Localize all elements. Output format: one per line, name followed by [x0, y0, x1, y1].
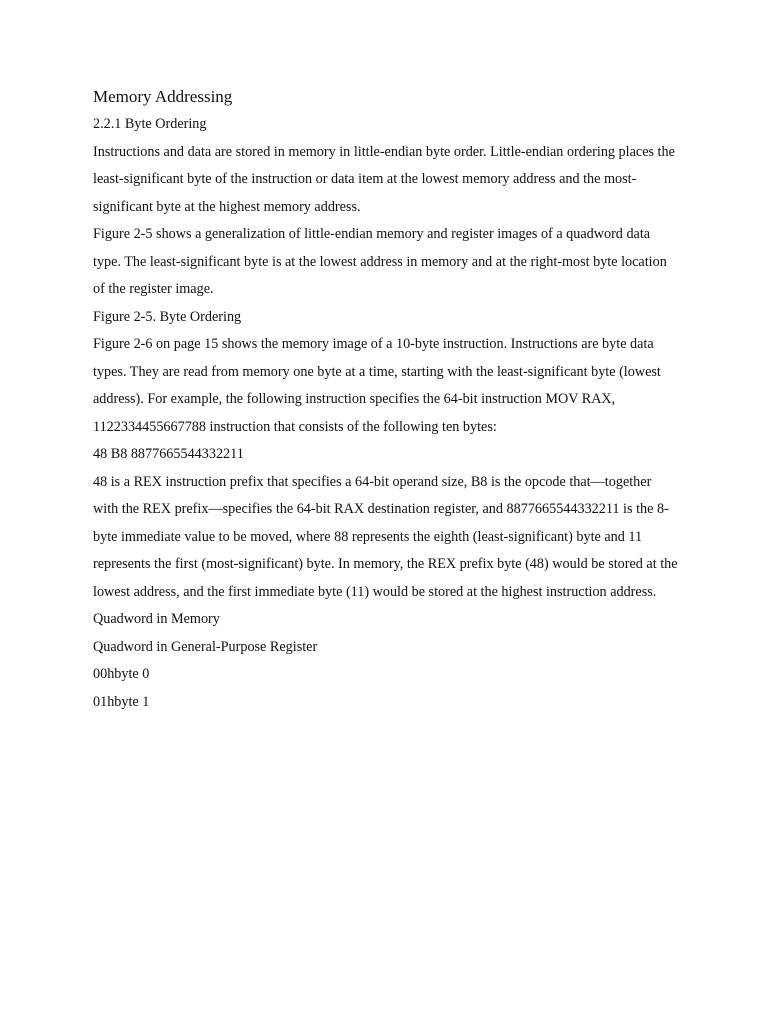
- section-heading: 2.2.1 Byte Ordering: [93, 116, 207, 132]
- body-paragraph: 48 is a REX instruction prefix that specifies a 64-bit operand size, B8 is the opcode that—together: [93, 473, 652, 490]
- body-paragraph: Instructions and data are stored in memory in little-endian byte order. Little-endian ordering places the: [93, 143, 675, 160]
- body-paragraph: of the register image.: [93, 281, 214, 297]
- page-title: Memory Addressing: [93, 87, 233, 106]
- body-paragraph: types. They are read from memory one byte at a time, starting with the least-significant byte (lowest: [93, 363, 661, 380]
- body-paragraph: significant byte at the highest memory address.: [93, 198, 361, 215]
- figure-label: 01hbyte 1: [93, 693, 150, 710]
- body-paragraph: byte immediate value to be moved, where 88 represents the eighth (least-significant) byte and 11: [93, 528, 643, 545]
- figure-label: 00hbyte 0: [93, 666, 150, 682]
- body-paragraph: 1122334455667788 instruction that consists of the following ten bytes:: [93, 418, 497, 435]
- body-paragraph: address). For example, the following instruction specifies the 64-bit instruction MOV RAX,: [93, 391, 616, 407]
- body-paragraph: Figure 2-5 shows a generalization of little-endian memory and register images of a quadword data: [93, 226, 651, 242]
- byte-sequence: 48 B8 8877665544332211: [93, 446, 244, 462]
- body-paragraph: with the REX prefix—specifies the 64-bit RAX destination register, and 8877665544332211 is the 8-: [93, 501, 669, 517]
- figure-label: Quadword in Memory: [93, 611, 220, 627]
- body-paragraph: least-significant byte of the instruction or data item at the lowest memory address and the most-: [93, 171, 637, 187]
- figure-label: Quadword in General-Purpose Register: [93, 638, 318, 655]
- body-paragraph: represents the first (most-significant) byte. In memory, the REX prefix byte (48) would be stored at the: [93, 556, 678, 572]
- body-paragraph: lowest address, and the first immediate byte (11) would be stored at the highest instruction address.: [93, 583, 657, 600]
- document-page: [93, 86, 683, 720]
- figure-caption: Figure 2-5. Byte Ordering: [93, 308, 242, 325]
- body-paragraph: Figure 2-6 on page 15 shows the memory image of a 10-byte instruction. Instructions are byte data: [93, 336, 654, 352]
- body-paragraph: type. The least-significant byte is at the lowest address in memory and at the right-most byte location: [93, 253, 667, 270]
